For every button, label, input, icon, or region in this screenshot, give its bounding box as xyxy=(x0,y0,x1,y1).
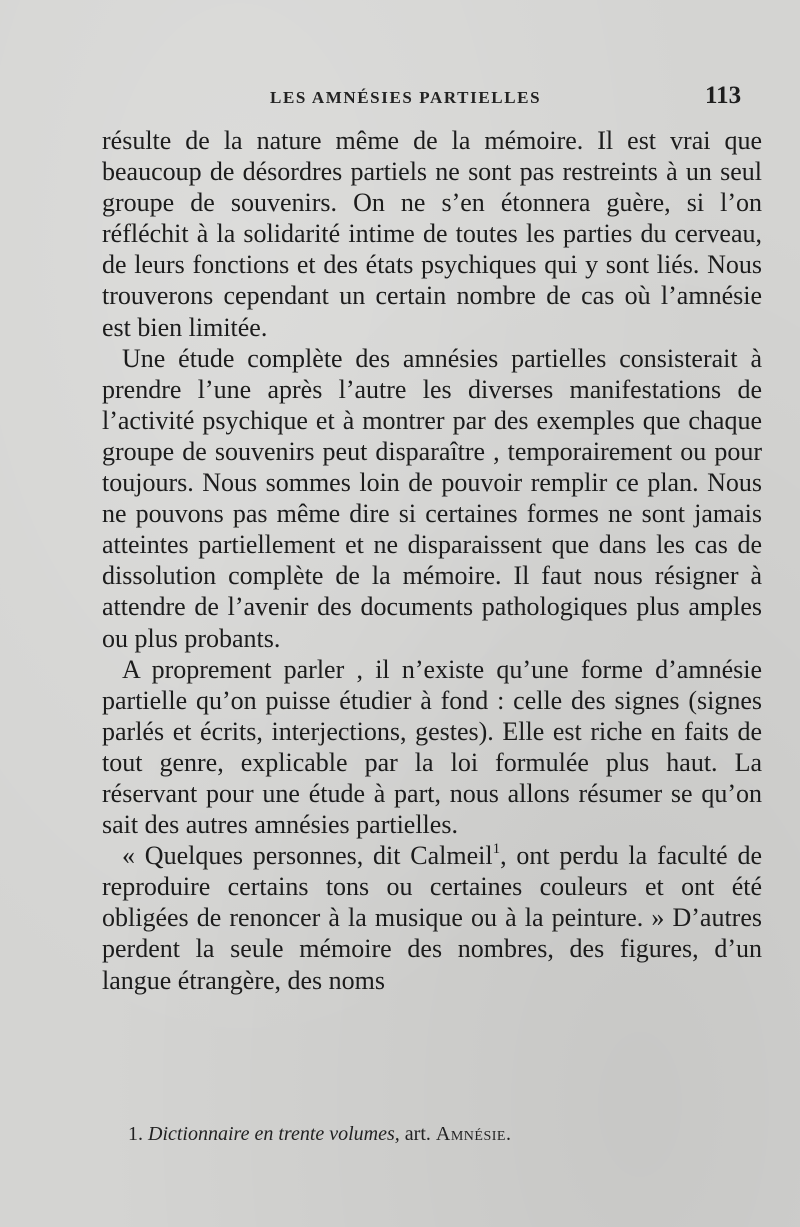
paragraph-4-rest: , ont perdu la faculté de reproduire certains tons ou certaines couleurs et ont été obligées de renoncer à la musique ou à la peinture. » D’autres perdent la seule mémoire des nombres, des figures, d’un langue étrangère, des noms xyxy=(102,841,763,995)
body-text xyxy=(102,125,762,996)
paragraph-4-start: « Quelques personnes, dit Calmeil xyxy=(122,841,493,871)
footnote xyxy=(128,1123,511,1146)
paragraph-3: A proprement parler , il n’existe qu’une forme d’amnésie partielle qu’on puisse étudier à fond : celle des signes (signes parlés et écrits, interjections, gestes). Elle est riche en faits de tout genre, explicable par la loi formulée plus haut. La réservant pour une étude à part, nous allons résumer se qu’on sait des autres amnésies partielles. xyxy=(102,654,762,840)
footnote-number: 1. xyxy=(128,1123,143,1145)
paragraph-4 xyxy=(102,840,762,995)
footnote-work-title: Dictionnaire en trente volumes, xyxy=(148,1123,400,1145)
paragraph-1: résulte de la nature même de la mémoire. Il est vrai que beaucoup de désordres partiels ne sont pas restreints à un seul groupe de souvenirs. On ne s’en étonnera guère, si l’on réfléchit à la solidarité intime de toutes les parties du cerveau, de leurs fonctions et des états psychiques qui y sont liés. Nous trouverons cependant un certain nombre de cas où l’amnésie est bien limitée. xyxy=(102,126,762,342)
running-title: LES AMNÉSIES PARTIELLES xyxy=(270,88,542,107)
footnote-article-prefix: art. xyxy=(404,1123,431,1145)
footnote-reference: 1 xyxy=(492,841,501,858)
page-number: 113 xyxy=(705,82,742,109)
paragraph-2: Une étude complète des amnésies partielles consisterait à prendre l’une après l’autre les diverses manifestations de l’activité psychique et à montrer par des exemples que chaque groupe de souvenirs peut disparaître , temporairement ou pour toujours. Nous sommes loin de pouvoir remplir ce plan. Nous ne pouvons pas même dire si certaines formes ne sont jamais atteintes partiellement et ne disparaissent que dans les cas de dissolution complète de la mémoire. Il faut nous résigner à attendre de l’avenir des documents pathologiques plus amples ou plus probants. xyxy=(102,343,762,653)
footnote-article-name: Amnésie. xyxy=(435,1123,512,1145)
